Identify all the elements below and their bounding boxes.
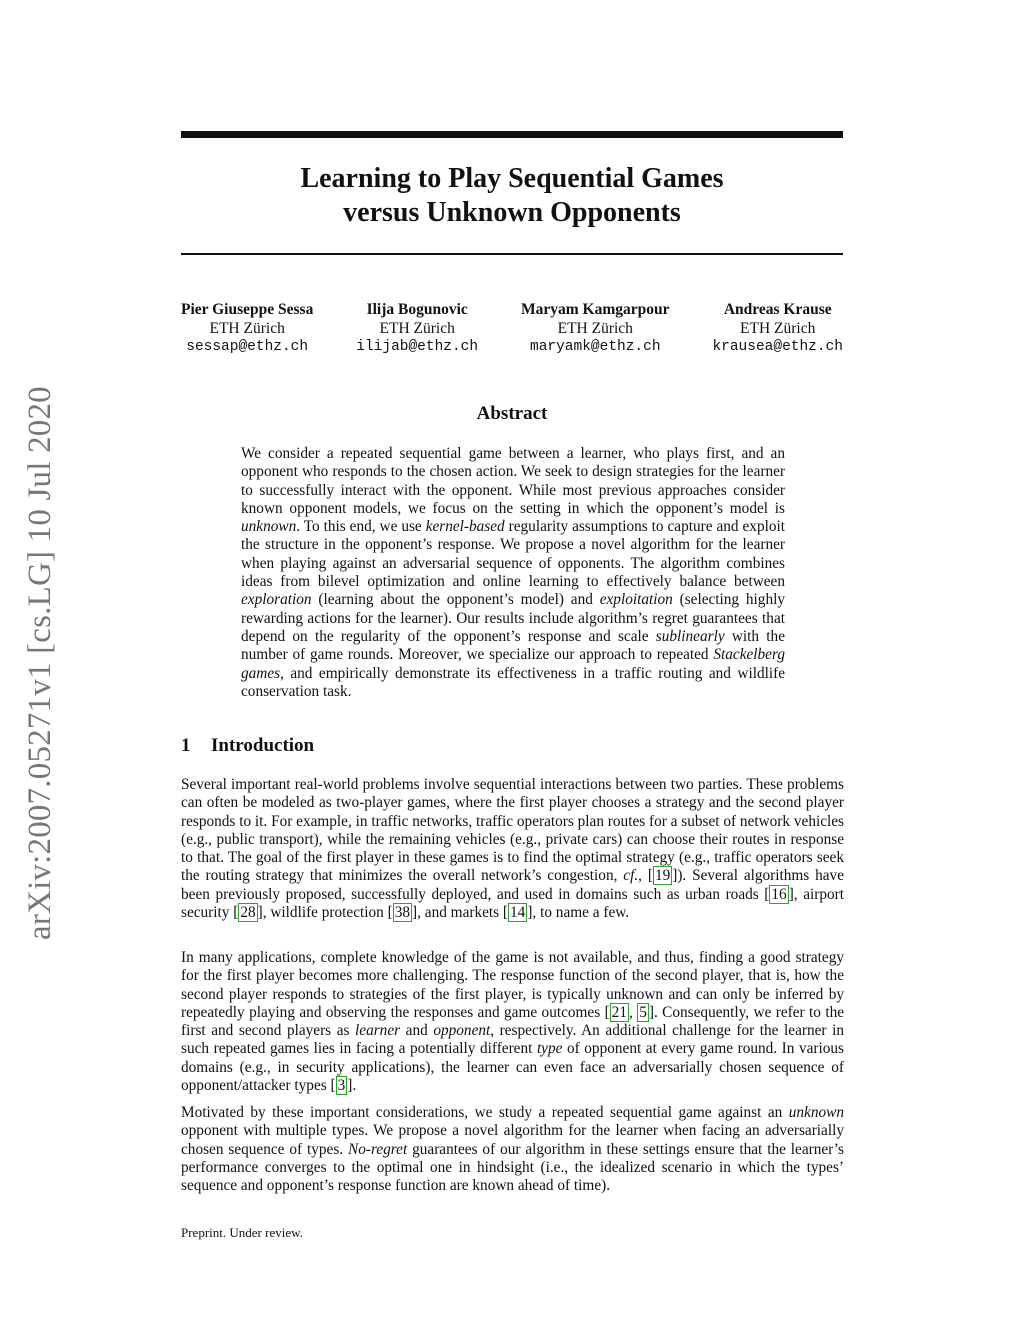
citation-link[interactable]: 16 [771, 885, 787, 903]
citation-link[interactable]: 38 [394, 904, 411, 922]
emphasis: No-regret [348, 1140, 408, 1158]
author-block [181, 300, 843, 357]
intro-paragraph-2: In many applications, complete knowledge of the game is not available, and thus, finding a good strategy for the first player becomes more challenging. The response function of the second player, that is, how the second player responds to strategies of the first player, is typically unknown and can only be inferred by repeatedly playing and observing the responses and game outcomes [ 21 , 5 ]. Consequently, we refer to the first and second players as learner and opponent, respectively. An additional challenge for the learner in such repeated games lies in facing a potentially different type of opponent at every game round. In various domains (e.g., in security applications), the learner can even face an adversarially chosen sequence of opponent/attacker types [ 3 ]. [181, 949, 845, 1095]
author-4 [712, 300, 843, 357]
citation-link[interactable]: 28 [240, 904, 256, 922]
title-line-1: Learning to Play Sequential Games [300, 163, 724, 194]
author-affiliation: ETH Zürich [209, 320, 285, 337]
author-1 [181, 300, 313, 357]
citation-link[interactable]: 14 [510, 904, 526, 922]
emphasis: Stackelberg games [241, 646, 785, 682]
author-email[interactable]: sessap@ethz.ch [186, 339, 309, 355]
intro-paragraph-3: Motivated by these important considerations, we study a repeated sequential game against an unknown opponent with multiple types. We propose a novel algorithm for the learner when facing an adversarially chosen sequence of types. No-regret guarantees of our algorithm in these settings ensure that the learner’s performance converges to the optimal one in hindsight (i.e., the idealized scenario in which the types’ sequence and opponent’s response function are known ahead of time). [181, 1104, 845, 1195]
abstract-heading: Abstract [476, 403, 548, 424]
citation-link[interactable]: 19 [654, 867, 671, 885]
author-affiliation: ETH Zürich [557, 320, 633, 337]
title-line-2: versus Unknown Opponents [343, 197, 681, 228]
emphasis: cf. [623, 867, 639, 885]
emphasis: opponent [433, 1022, 491, 1040]
author-name: Maryam Kamgarpour [521, 301, 670, 318]
citation-link[interactable]: 5 [639, 1003, 647, 1021]
author-name: Ilija Bogunovic [366, 301, 468, 318]
section-heading-introduction [181, 735, 314, 757]
author-email[interactable]: krausea@ethz.ch [712, 339, 843, 355]
emphasis: type [536, 1040, 563, 1058]
paper-title [181, 162, 843, 230]
emphasis: unknown [241, 518, 297, 536]
author-affiliation: ETH Zürich [379, 320, 455, 337]
citation-link[interactable]: 21 [611, 1003, 627, 1021]
author-email[interactable]: maryamk@ethz.ch [530, 339, 661, 355]
preprint-footer: Preprint. Under review. [181, 1225, 303, 1240]
section-title: Introduction [211, 735, 315, 756]
title-bottom-rule [181, 253, 843, 255]
arxiv-side-stamp: arXiv:2007.05271v1 [cs.LG] 10 Jul 2020 [21, 386, 58, 940]
author-2 [356, 300, 478, 357]
emphasis: sublinearly [655, 627, 725, 645]
emphasis: kernel-based [425, 518, 505, 536]
intro-paragraph-1: Several important real-world problems involve sequential interactions between two parties. These problems can often be modeled as two-player games, where the first player chooses a strategy and the second player responds to it. For example, in traffic networks, traffic operators plan routes for a subset of network vehicles (e.g., public transport), while the remaining vehicles (e.g., private cars) can choose their routes in response to that. The goal of the first player in these games is to find the optimal strategy (e.g., traffic operators seek the routing strategy that minimizes the overall network’s congestion, cf., [ 19 ]). Several algorithms have been previously proposed, successfully deployed, and used in domains such as urban roads [ 16 ], airport security [ 28 ], wildlife protection [ 38 ], and markets [ 14 ], to name a few. [181, 776, 844, 922]
author-affiliation: ETH Zürich [740, 320, 816, 337]
abstract-body: We consider a repeated sequential game between a learner, who plays first, and an opponent who responds to the chosen action. We seek to design strategies for the learner to successfully interact with the opponent. While most previous approaches consider known opponent models, we focus on the setting in which the opponent’s model is unknown. To this end, we use kernel-based regularity assumptions to capture and exploit the structure in the opponent’s response. We propose a novel algorithm for the learner when playing against an adversarial sequence of opponents. The algorithm combines ideas from bilevel optimization and online learning to effectively balance between exploration (learning about the opponent’s model) and exploitation (selecting highly rewarding actions for the learner). Our results include algorithm’s regret guarantees that depend on the regularity of the opponent’s response and scale sublinearly with the number of game rounds. Moreover, we specialize our approach to repeated Stackelberg games, and empirically demonstrate its effectiveness in a traffic routing and wildlife conservation task. [241, 445, 785, 700]
author-name: Andreas Krause [723, 301, 832, 318]
author-email[interactable]: ilijab@ethz.ch [356, 339, 479, 355]
author-3 [521, 300, 670, 357]
emphasis: exploration [241, 591, 312, 609]
emphasis: unknown [788, 1104, 844, 1121]
emphasis: exploitation [599, 591, 673, 609]
emphasis: learner [355, 1022, 401, 1040]
title-top-rule [181, 131, 843, 138]
author-name: Pier Giuseppe Sessa [181, 301, 314, 318]
citation-link[interactable]: 3 [337, 1077, 346, 1095]
section-number: 1 [181, 735, 191, 756]
